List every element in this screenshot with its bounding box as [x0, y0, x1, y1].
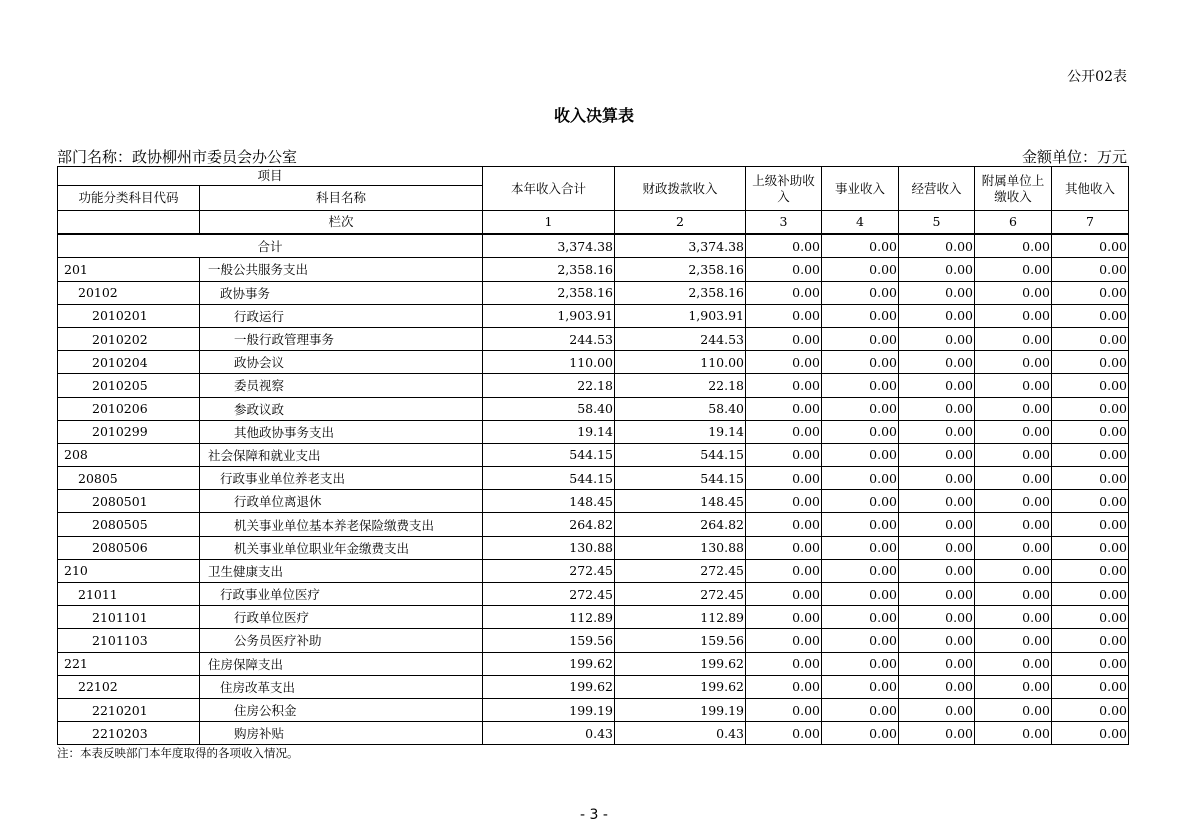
amount-cell: 0.00 — [822, 652, 899, 675]
amount-cell: 272.45 — [483, 559, 615, 582]
table-row — [58, 536, 1129, 559]
amount-cell: 19.14 — [615, 420, 746, 443]
table-row — [58, 629, 1129, 652]
header-operating-income: 经营收入 — [899, 167, 975, 211]
table-body — [58, 258, 1129, 745]
amount-cell: 0.00 — [1052, 443, 1129, 466]
amount-cell: 0.43 — [483, 722, 615, 745]
header-colnum: 6 — [975, 211, 1052, 235]
amount-cell: 0.00 — [746, 698, 822, 721]
amount-cell: 0.00 — [1052, 698, 1129, 721]
amount-cell: 199.62 — [483, 675, 615, 698]
header-lanci: 栏次 — [200, 211, 483, 235]
amount-cell: 0.00 — [1052, 467, 1129, 490]
amount-cell: 0.00 — [746, 351, 822, 374]
amount-cell: 110.00 — [483, 351, 615, 374]
amount-cell: 0.00 — [975, 490, 1052, 513]
header-subject-name: 科目名称 — [200, 186, 483, 211]
amount-cell: 0.00 — [975, 675, 1052, 698]
header-business-income: 事业收入 — [822, 167, 899, 211]
amount-cell: 199.62 — [615, 675, 746, 698]
amount-cell: 272.45 — [615, 583, 746, 606]
header-colnum: 2 — [615, 211, 746, 235]
subject-name: 参政议政 — [200, 397, 483, 420]
amount-cell: 0.00 — [1052, 675, 1129, 698]
amount-cell: 58.40 — [615, 397, 746, 420]
table-row — [58, 304, 1129, 327]
total-value: 3,374.38 — [483, 234, 615, 258]
subject-name: 行政事业单位医疗 — [200, 583, 483, 606]
subject-code: 2010202 — [58, 327, 200, 350]
amount-cell: 159.56 — [483, 629, 615, 652]
amount-cell: 0.00 — [822, 606, 899, 629]
header-total-income: 本年收入合计 — [483, 167, 615, 211]
amount-cell: 0.00 — [899, 374, 975, 397]
amount-cell: 0.00 — [975, 698, 1052, 721]
amount-cell: 0.00 — [1052, 281, 1129, 304]
subject-code: 2010299 — [58, 420, 200, 443]
total-row — [58, 234, 1129, 258]
amount-cell: 0.00 — [1052, 629, 1129, 652]
subject-name: 社会保障和就业支出 — [200, 443, 483, 466]
header-fiscal-appropriation: 财政拨款收入 — [615, 167, 746, 211]
amount-cell: 244.53 — [483, 327, 615, 350]
subject-name: 政协事务 — [200, 281, 483, 304]
amount-cell: 0.00 — [822, 443, 899, 466]
table-row — [58, 698, 1129, 721]
amount-cell: 0.00 — [899, 583, 975, 606]
subject-code: 2010205 — [58, 374, 200, 397]
amount-cell: 0.00 — [899, 327, 975, 350]
subject-code: 2010206 — [58, 397, 200, 420]
subject-code: 201 — [58, 258, 200, 281]
header-affiliated-income: 附属单位上缴收入 — [975, 167, 1052, 211]
page-title: 收入决算表 — [553, 106, 634, 125]
amount-cell: 0.00 — [1052, 536, 1129, 559]
header-other-income: 其他收入 — [1052, 167, 1129, 211]
amount-cell: 112.89 — [483, 606, 615, 629]
amount-cell: 112.89 — [615, 606, 746, 629]
subject-code: 2210201 — [58, 698, 200, 721]
amount-cell: 0.00 — [746, 443, 822, 466]
amount-cell: 0.00 — [822, 698, 899, 721]
amount-cell: 0.00 — [746, 675, 822, 698]
amount-cell: 0.00 — [1052, 374, 1129, 397]
amount-cell: 1,903.91 — [483, 304, 615, 327]
subject-name: 行政单位医疗 — [200, 606, 483, 629]
amount-cell: 0.00 — [1052, 606, 1129, 629]
amount-cell: 0.00 — [746, 629, 822, 652]
table-row — [58, 351, 1129, 374]
amount-cell: 0.00 — [746, 420, 822, 443]
amount-cell: 0.00 — [1052, 583, 1129, 606]
amount-cell: 0.00 — [975, 606, 1052, 629]
amount-cell: 22.18 — [615, 374, 746, 397]
form-code: 公开02表 — [1067, 69, 1127, 85]
total-value: 0.00 — [975, 234, 1052, 258]
department-name: 部门名称：政协柳州市委员会办公室 — [57, 148, 298, 166]
amount-cell: 0.00 — [899, 443, 975, 466]
subject-code: 2080506 — [58, 536, 200, 559]
subject-code: 20102 — [58, 281, 200, 304]
amount-cell: 264.82 — [615, 513, 746, 536]
subject-name: 政协会议 — [200, 351, 483, 374]
amount-cell: 0.00 — [822, 374, 899, 397]
header-colnum: 3 — [746, 211, 822, 235]
amount-cell: 264.82 — [483, 513, 615, 536]
amount-cell: 0.00 — [822, 397, 899, 420]
amount-cell: 0.00 — [975, 304, 1052, 327]
subject-name: 购房补贴 — [200, 722, 483, 745]
amount-cell: 0.00 — [1052, 559, 1129, 582]
amount-cell: 0.00 — [1052, 327, 1129, 350]
amount-cell: 544.15 — [615, 467, 746, 490]
amount-cell: 0.00 — [1052, 652, 1129, 675]
amount-cell: 0.00 — [975, 374, 1052, 397]
amount-cell: 0.00 — [822, 258, 899, 281]
subject-code: 2101103 — [58, 629, 200, 652]
total-value: 3,374.38 — [615, 234, 746, 258]
amount-cell: 0.00 — [822, 467, 899, 490]
amount-cell: 0.00 — [822, 583, 899, 606]
subject-code: 2210203 — [58, 722, 200, 745]
header-colnum: 7 — [1052, 211, 1129, 235]
subject-name: 行政运行 — [200, 304, 483, 327]
amount-cell: 0.00 — [822, 536, 899, 559]
subject-name: 一般公共服务支出 — [200, 258, 483, 281]
amount-cell: 0.00 — [822, 351, 899, 374]
subject-code: 2010201 — [58, 304, 200, 327]
amount-cell: 0.00 — [1052, 351, 1129, 374]
amount-cell: 148.45 — [483, 490, 615, 513]
amount-cell: 0.00 — [975, 281, 1052, 304]
amount-cell: 2,358.16 — [615, 281, 746, 304]
amount-cell: 0.43 — [615, 722, 746, 745]
amount-cell: 0.00 — [746, 513, 822, 536]
amount-cell: 110.00 — [615, 351, 746, 374]
amount-cell: 0.00 — [746, 258, 822, 281]
amount-cell: 0.00 — [746, 490, 822, 513]
table-row — [58, 675, 1129, 698]
amount-cell: 0.00 — [899, 258, 975, 281]
amount-cell: 2,358.16 — [483, 281, 615, 304]
amount-cell: 0.00 — [975, 722, 1052, 745]
table-row — [58, 374, 1129, 397]
amount-cell: 0.00 — [975, 443, 1052, 466]
amount-cell: 0.00 — [975, 351, 1052, 374]
amount-cell: 130.88 — [615, 536, 746, 559]
amount-cell: 0.00 — [975, 258, 1052, 281]
subject-code: 2080505 — [58, 513, 200, 536]
amount-cell: 0.00 — [1052, 513, 1129, 536]
amount-cell: 0.00 — [1052, 397, 1129, 420]
total-value: 0.00 — [822, 234, 899, 258]
amount-cell: 0.00 — [899, 675, 975, 698]
amount-cell: 0.00 — [746, 652, 822, 675]
amount-cell: 0.00 — [822, 304, 899, 327]
table-row — [58, 327, 1129, 350]
header-blank — [58, 211, 200, 235]
amount-cell: 0.00 — [746, 559, 822, 582]
amount-cell: 0.00 — [975, 652, 1052, 675]
amount-cell: 544.15 — [615, 443, 746, 466]
table-row — [58, 583, 1129, 606]
amount-cell: 0.00 — [1052, 722, 1129, 745]
amount-cell: 544.15 — [483, 443, 615, 466]
amount-cell: 0.00 — [899, 420, 975, 443]
amount-cell: 0.00 — [975, 583, 1052, 606]
subject-code: 2010204 — [58, 351, 200, 374]
amount-cell: 0.00 — [975, 397, 1052, 420]
subject-code: 21011 — [58, 583, 200, 606]
amount-cell: 0.00 — [975, 629, 1052, 652]
subject-name: 公务员医疗补助 — [200, 629, 483, 652]
subject-code: 22102 — [58, 675, 200, 698]
subject-name: 机关事业单位职业年金缴费支出 — [200, 536, 483, 559]
header-superior-subsidy: 上级补助收入 — [746, 167, 822, 211]
amount-cell: 58.40 — [483, 397, 615, 420]
amount-cell: 199.19 — [483, 698, 615, 721]
subject-name: 其他政协事务支出 — [200, 420, 483, 443]
amount-cell: 0.00 — [899, 536, 975, 559]
table-row — [58, 467, 1129, 490]
amount-cell: 0.00 — [746, 722, 822, 745]
subject-code: 221 — [58, 652, 200, 675]
total-value: 0.00 — [746, 234, 822, 258]
amount-cell: 199.19 — [615, 698, 746, 721]
total-value: 0.00 — [899, 234, 975, 258]
amount-cell: 0.00 — [899, 652, 975, 675]
amount-cell: 0.00 — [822, 559, 899, 582]
header-colnum: 5 — [899, 211, 975, 235]
header-function-code: 功能分类科目代码 — [58, 186, 200, 211]
amount-cell: 0.00 — [899, 490, 975, 513]
header-colnum: 1 — [483, 211, 615, 235]
header-colnum: 4 — [822, 211, 899, 235]
amount-cell: 0.00 — [1052, 490, 1129, 513]
subject-name: 一般行政管理事务 — [200, 327, 483, 350]
amount-cell: 0.00 — [899, 304, 975, 327]
subject-name: 卫生健康支出 — [200, 559, 483, 582]
amount-cell: 199.62 — [615, 652, 746, 675]
amount-cell: 0.00 — [746, 397, 822, 420]
table-row — [58, 513, 1129, 536]
total-label: 合计 — [58, 234, 483, 258]
table-row — [58, 258, 1129, 281]
subject-name: 行政事业单位养老支出 — [200, 467, 483, 490]
subject-code: 2080501 — [58, 490, 200, 513]
amount-cell: 0.00 — [899, 559, 975, 582]
subject-code: 210 — [58, 559, 200, 582]
amount-cell: 0.00 — [822, 281, 899, 304]
amount-cell: 0.00 — [746, 281, 822, 304]
amount-cell: 0.00 — [746, 467, 822, 490]
amount-cell: 272.45 — [483, 583, 615, 606]
amount-cell: 272.45 — [615, 559, 746, 582]
amount-cell: 2,358.16 — [483, 258, 615, 281]
amount-cell: 0.00 — [899, 722, 975, 745]
amount-cell: 0.00 — [899, 467, 975, 490]
amount-cell: 1,903.91 — [615, 304, 746, 327]
amount-cell: 0.00 — [1052, 420, 1129, 443]
table-row — [58, 559, 1129, 582]
amount-cell: 0.00 — [822, 490, 899, 513]
amount-cell: 22.18 — [483, 374, 615, 397]
table-row — [58, 606, 1129, 629]
amount-cell: 0.00 — [822, 420, 899, 443]
amount-cell: 544.15 — [483, 467, 615, 490]
amount-unit: 金额单位：万元 — [1021, 148, 1127, 166]
amount-cell: 0.00 — [1052, 304, 1129, 327]
subject-name: 住房公积金 — [200, 698, 483, 721]
table-row — [58, 652, 1129, 675]
amount-cell: 0.00 — [822, 629, 899, 652]
amount-cell: 0.00 — [975, 513, 1052, 536]
amount-cell: 199.62 — [483, 652, 615, 675]
amount-cell: 159.56 — [615, 629, 746, 652]
amount-cell: 0.00 — [1052, 258, 1129, 281]
header-project: 项目 — [58, 167, 483, 186]
amount-cell: 0.00 — [899, 397, 975, 420]
income-table — [57, 166, 1129, 745]
subject-name: 委员视察 — [200, 374, 483, 397]
page-number: - 3 - — [580, 807, 608, 823]
amount-cell: 0.00 — [975, 467, 1052, 490]
amount-cell: 0.00 — [899, 698, 975, 721]
amount-cell: 0.00 — [746, 536, 822, 559]
subject-code: 20805 — [58, 467, 200, 490]
table-row — [58, 443, 1129, 466]
amount-cell: 0.00 — [899, 606, 975, 629]
table-row — [58, 420, 1129, 443]
amount-cell: 0.00 — [822, 675, 899, 698]
subject-name: 行政单位离退休 — [200, 490, 483, 513]
amount-cell: 0.00 — [822, 327, 899, 350]
amount-cell: 0.00 — [746, 583, 822, 606]
table-row — [58, 281, 1129, 304]
amount-cell: 148.45 — [615, 490, 746, 513]
amount-cell: 0.00 — [899, 513, 975, 536]
amount-cell: 19.14 — [483, 420, 615, 443]
amount-cell: 244.53 — [615, 327, 746, 350]
amount-cell: 0.00 — [822, 722, 899, 745]
amount-cell: 0.00 — [899, 629, 975, 652]
footnote: 注：本表反映部门本年度取得的各项收入情况。 — [57, 746, 299, 760]
subject-name: 住房保障支出 — [200, 652, 483, 675]
amount-cell: 0.00 — [746, 606, 822, 629]
table-row — [58, 722, 1129, 745]
amount-cell: 0.00 — [822, 513, 899, 536]
amount-cell: 0.00 — [975, 420, 1052, 443]
table-row — [58, 490, 1129, 513]
amount-cell: 0.00 — [975, 559, 1052, 582]
amount-cell: 0.00 — [899, 281, 975, 304]
amount-cell: 130.88 — [483, 536, 615, 559]
table-row — [58, 397, 1129, 420]
amount-cell: 0.00 — [975, 327, 1052, 350]
subject-code: 208 — [58, 443, 200, 466]
amount-cell: 0.00 — [746, 374, 822, 397]
subject-name: 住房改革支出 — [200, 675, 483, 698]
total-value: 0.00 — [1052, 234, 1129, 258]
amount-cell: 0.00 — [975, 536, 1052, 559]
amount-cell: 0.00 — [899, 351, 975, 374]
amount-cell: 0.00 — [746, 304, 822, 327]
amount-cell: 2,358.16 — [615, 258, 746, 281]
subject-name: 机关事业单位基本养老保险缴费支出 — [200, 513, 483, 536]
amount-cell: 0.00 — [746, 327, 822, 350]
subject-code: 2101101 — [58, 606, 200, 629]
